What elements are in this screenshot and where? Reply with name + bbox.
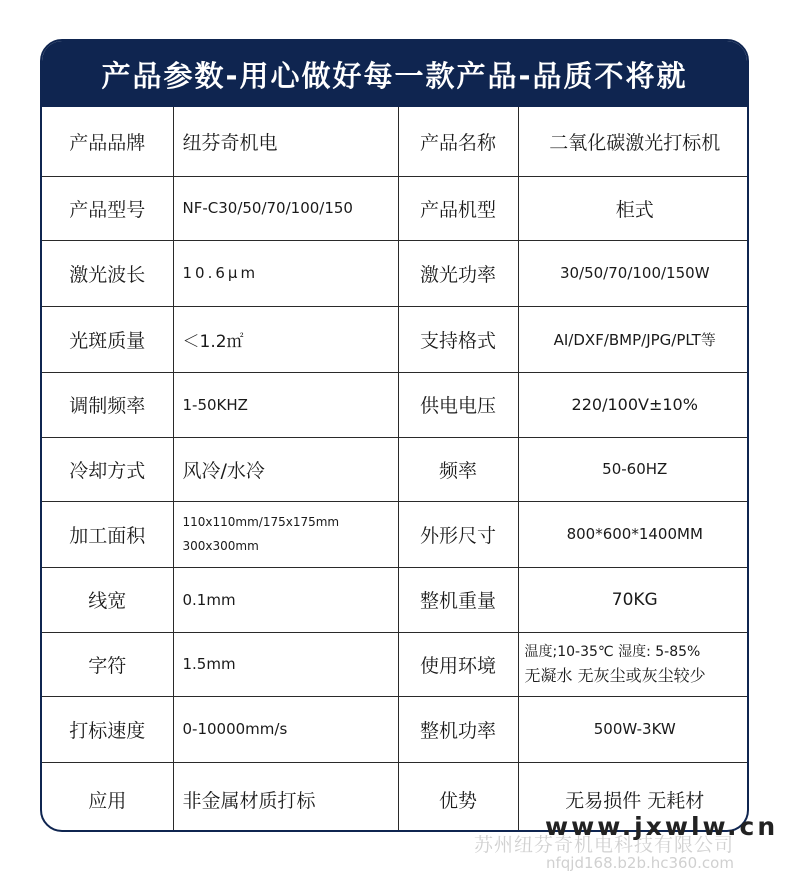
spec-label: 产品名称 bbox=[398, 107, 518, 176]
spec-value: 30/50/70/100/150W bbox=[518, 240, 749, 306]
spec-value: 10.6μm bbox=[173, 240, 398, 306]
table-row bbox=[42, 437, 749, 501]
table-row bbox=[42, 632, 749, 696]
spec-label: 使用环境 bbox=[398, 632, 518, 696]
table-row bbox=[42, 372, 749, 437]
spec-value-line: 温度;10-35℃ 湿度: 5-85% bbox=[524, 644, 701, 660]
spec-value: 无易损件 无耗材 bbox=[565, 789, 705, 812]
spec-value: 风冷/水冷 bbox=[173, 437, 398, 501]
spec-value: 二氧化碳激光打标机 bbox=[518, 107, 749, 176]
spec-label: 供电电压 bbox=[398, 372, 518, 437]
spec-label: 加工面积 bbox=[42, 501, 173, 567]
spec-label: 支持格式 bbox=[398, 306, 518, 372]
table-row bbox=[42, 240, 749, 306]
spec-label: 产品机型 bbox=[398, 176, 518, 240]
spec-label: 整机重量 bbox=[398, 567, 518, 632]
spec-value: 柜式 bbox=[518, 176, 749, 240]
spec-value: 纽芬奇机电 bbox=[173, 107, 398, 176]
table-row bbox=[42, 696, 749, 762]
spec-label: 字符 bbox=[42, 632, 173, 696]
site-logo[interactable]: www.jxwlw.cn bbox=[545, 812, 779, 841]
spec-value: 1.5mm bbox=[173, 632, 398, 696]
spec-label: 应用 bbox=[42, 762, 173, 832]
table-row bbox=[42, 501, 749, 567]
watermark-company: 苏州纽芬奇机电科技有限公司 bbox=[474, 834, 735, 856]
table-row bbox=[42, 176, 749, 240]
table-row bbox=[42, 567, 749, 632]
spec-value-multiline bbox=[518, 632, 749, 696]
table-row bbox=[42, 306, 749, 372]
spec-label: 调制频率 bbox=[42, 372, 173, 437]
spec-value: ＜1.2㎡ bbox=[173, 306, 398, 372]
spec-label: 冷却方式 bbox=[42, 437, 173, 501]
spec-value-line: 300x300mm bbox=[182, 539, 259, 553]
spec-label: 优势 bbox=[398, 762, 518, 832]
spec-value: AI/DXF/BMP/JPG/PLT等 bbox=[518, 306, 749, 372]
spec-value: 0-10000mm/s bbox=[173, 696, 398, 762]
spec-label: 外形尺寸 bbox=[398, 501, 518, 567]
header-banner bbox=[42, 41, 747, 107]
header-title: 产品参数-用心做好每一款产品-品质不将就 bbox=[101, 58, 688, 93]
table-row bbox=[42, 107, 749, 176]
spec-label: 线宽 bbox=[42, 567, 173, 632]
spec-label: 光斑质量 bbox=[42, 306, 173, 372]
spec-card bbox=[40, 39, 749, 832]
spec-value: 800*600*1400MM bbox=[518, 501, 749, 567]
spec-value-line: 无凝水 无灰尘或灰尘较少 bbox=[524, 666, 706, 685]
spec-label: 整机功率 bbox=[398, 696, 518, 762]
spec-value-line: 110x110mm/175x175mm bbox=[182, 515, 340, 529]
spec-value: 1-50KHZ bbox=[173, 372, 398, 437]
spec-value: 220/100V±10% bbox=[518, 372, 749, 437]
spec-label: 频率 bbox=[398, 437, 518, 501]
spec-label: 产品品牌 bbox=[42, 107, 173, 176]
spec-table bbox=[42, 107, 749, 832]
watermark-url: nfqjd168.b2b.hc360.com bbox=[546, 854, 734, 872]
spec-label: 打标速度 bbox=[42, 696, 173, 762]
spec-value-multiline bbox=[173, 501, 398, 567]
spec-value: 500W-3KW bbox=[518, 696, 749, 762]
spec-value: 70KG bbox=[518, 567, 749, 632]
spec-value: 非金属材质打标 bbox=[173, 762, 398, 832]
spec-value: 0.1mm bbox=[173, 567, 398, 632]
spec-label: 激光功率 bbox=[398, 240, 518, 306]
spec-label: 产品型号 bbox=[42, 176, 173, 240]
spec-value: NF-C30/50/70/100/150 bbox=[173, 176, 398, 240]
spec-value: 50-60HZ bbox=[518, 437, 749, 501]
spec-label: 激光波长 bbox=[42, 240, 173, 306]
